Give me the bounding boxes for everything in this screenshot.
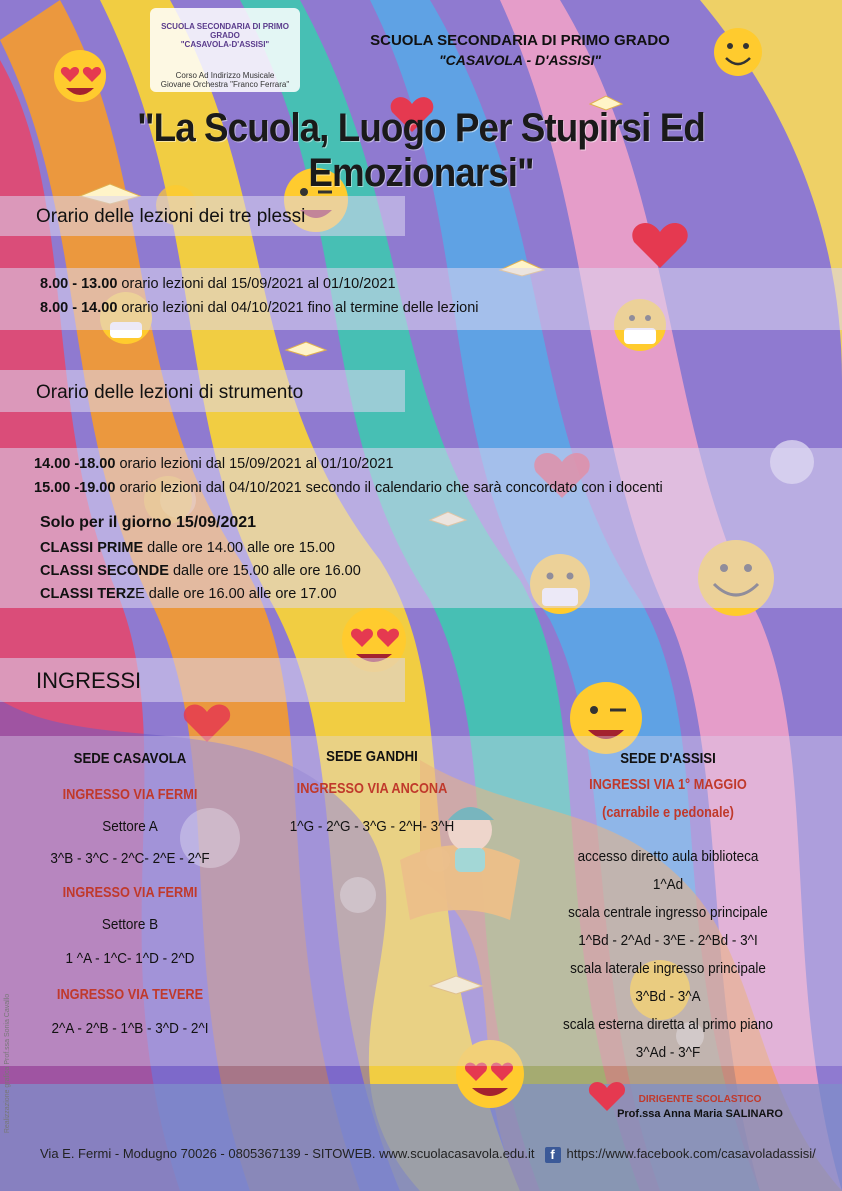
class-row-1 [40,540,335,556]
school-logo [150,8,300,92]
casavola-entry-3: INGRESSO VIA TEVERE [56,986,204,1003]
facebook-link[interactable]: https://www.facebook.com/casavoladassisi/ [566,1146,816,1161]
section1-line-1 [40,276,396,292]
assisi-line-3: scala centrale ingresso principale [568,904,768,921]
class-row-3 [40,586,337,602]
class-label-2: CLASSI SECONDE [40,563,169,579]
casavola-classes-2: 1 ^A - 1^C- 1^D - 2^D [65,950,195,967]
class-text-3: E dalle ore 16.00 alle ore 17.00 [135,586,337,602]
section2-time-1: 14.00 -18.00 [34,456,116,472]
section1-text-1: orario lezioni dal 15/09/2021 al 01/10/2021 [117,276,396,292]
section2-text-2: orario lezioni dal 04/10/2021 secondo il calendario che sarà concordato con i docenti [115,480,663,496]
casavola-sector-2: Settore B [101,916,159,933]
assisi-line-6: 3^Bd - 3^A [635,988,701,1005]
gandhi-title: SEDE GANDHI [326,748,418,765]
class-text-1: dalle ore 14.00 alle ore 15.00 [143,540,335,556]
principal-name: Prof.ssa Anna Maria SALINARO [617,1108,783,1120]
ingressi-heading: INGRESSI [36,668,142,693]
assisi-line-8: 3^Ad - 3^F [635,1044,701,1061]
assisi-line-7: scala esterna diretta al primo piano [562,1016,774,1033]
assisi-line-5: scala laterale ingresso principale [570,960,766,977]
assisi-entry-note: (carrabile e pedonale) [602,804,734,821]
casavola-sector-1: Settore A [102,818,158,835]
footer [40,1146,820,1163]
section1-text-2: orario lezioni dal 04/10/2021 fino al termine delle lezioni [117,300,479,316]
logo-text-3: Corso Ad Indirizzo Musicale [175,71,275,80]
class-label-1: CLASSI PRIME [40,540,144,556]
section1-time-2: 8.00 - 14.00 [40,300,118,316]
logo-text-1: SCUOLA SECONDARIA DI PRIMO GRADO [161,22,289,40]
assisi-line-1: accesso diretto aula biblioteca [577,848,759,865]
casavola-classes-1: 3^B - 3^C - 2^C- 2^E - 2^F [50,850,210,867]
section1-heading: Orario delle lezioni dei tre plessi [36,206,306,227]
casavola-entry-2: INGRESSO VIA FERMI [62,884,198,901]
casavola-title: SEDE CASAVOLA [73,750,187,767]
class-row-2 [40,563,361,579]
assisi-line-4: 1^Bd - 2^Ad - 3^E - 2^Bd - 3^I [578,932,758,949]
logo-text-4: Giovane Orchestra "Franco Ferrara" [160,80,290,89]
section2-time-2: 15.00 -19.00 [34,480,116,496]
graphic-credit: Realizzazione grafica Prof.ssa Sonia Cavallo [4,993,12,1134]
casavola-entry-1: INGRESSO VIA FERMI [62,786,198,803]
footer-address: Via E. Fermi - Modugno 70026 - 0805367139 - SITOWEB. www.scuolacasavola.edu.it [40,1146,535,1161]
assisi-title: SEDE D'ASSISI [620,750,716,767]
special-day-title: Solo per il giorno 15/09/2021 [40,514,257,531]
section2-line-2 [34,480,663,496]
section2-heading: Orario delle lezioni di strumento [36,382,304,403]
section2-text-1: orario lezioni dal 15/09/2021 al 01/10/2021 [115,456,394,472]
class-label-3: CLASSI TERZ [40,586,136,602]
page-title: "La Scuola, Luogo Per Stupirsi Ed Emozionarsi" [137,106,705,195]
casavola-classes-3: 2^A - 2^B - 1^B - 3^D - 2^I [51,1020,209,1037]
section2-line-1 [34,456,394,472]
assisi-line-2: 1^Ad [652,876,684,893]
logo-text-2: "CASAVOLA-D'ASSISI" [180,40,270,49]
assisi-entry: INGRESSI VIA 1° MAGGIO [589,776,747,793]
school-name: SCUOLA SECONDARIA DI PRIMO GRADO [370,32,670,49]
gandhi-entry: INGRESSO VIA ANCONA [296,780,448,797]
principal-role: DIRIGENTE SCOLASTICO [638,1094,762,1105]
class-text-2: dalle ore 15.00 alle ore 16.00 [168,563,361,579]
school-subtitle: "CASAVOLA - D'ASSISI" [438,52,602,68]
section1-time-1: 8.00 - 13.00 [40,276,118,292]
section1-line-2 [40,300,479,316]
facebook-icon: f [545,1147,561,1163]
gandhi-classes: 1^G - 2^G - 3^G - 2^H- 3^H [289,818,455,835]
